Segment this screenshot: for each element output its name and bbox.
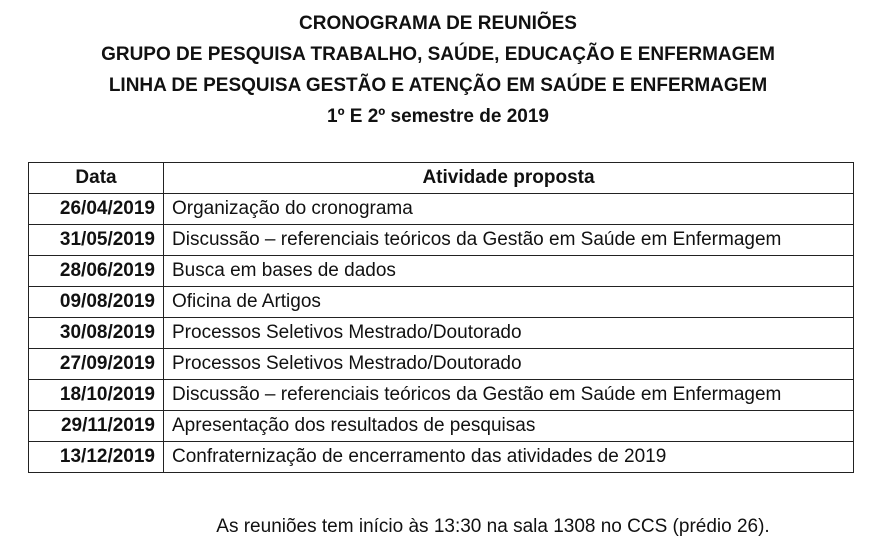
table-row xyxy=(29,225,854,256)
table-header-row xyxy=(29,163,854,194)
row-date: 26/04/2019 xyxy=(29,194,164,225)
row-date: 09/08/2019 xyxy=(29,287,164,318)
column-header-date: Data xyxy=(29,163,164,194)
column-header-activity: Atividade proposta xyxy=(164,163,854,194)
table-row xyxy=(29,194,854,225)
row-activity: Discussão – referenciais teóricos da Gestão em Saúde em Enfermagem xyxy=(164,225,854,256)
row-date: 27/09/2019 xyxy=(29,349,164,380)
table-row xyxy=(29,287,854,318)
row-date: 29/11/2019 xyxy=(29,411,164,442)
document-title: CRONOGRAMA DE REUNIÕES xyxy=(299,13,577,34)
table-row xyxy=(29,349,854,380)
table-row xyxy=(29,442,854,473)
row-date: 31/05/2019 xyxy=(29,225,164,256)
meeting-schedule-table xyxy=(28,162,854,473)
document-header xyxy=(0,8,876,132)
table-row xyxy=(29,318,854,349)
row-date: 28/06/2019 xyxy=(29,256,164,287)
semester-label: 1º E 2º semestre de 2019 xyxy=(327,106,549,127)
row-activity: Oficina de Artigos xyxy=(164,287,854,318)
research-group-name: GRUPO DE PESQUISA TRABALHO, SAÚDE, EDUCAÇÃO E ENFERMAGEM xyxy=(101,44,775,65)
row-date: 13/12/2019 xyxy=(29,442,164,473)
row-activity: Confraternização de encerramento das atividades de 2019 xyxy=(164,442,854,473)
row-date: 30/08/2019 xyxy=(29,318,164,349)
row-activity: Organização do cronograma xyxy=(164,194,854,225)
table-row xyxy=(29,411,854,442)
row-activity: Busca em bases de dados xyxy=(164,256,854,287)
meeting-info-note: As reuniões tem início às 13:30 na sala 1308 no CCS (prédio 26). xyxy=(216,516,770,537)
row-activity: Processos Seletivos Mestrado/Doutorado xyxy=(164,318,854,349)
row-date: 18/10/2019 xyxy=(29,380,164,411)
row-activity: Processos Seletivos Mestrado/Doutorado xyxy=(164,349,854,380)
research-line-name: LINHA DE PESQUISA GESTÃO E ATENÇÃO EM SAÚDE E ENFERMAGEM xyxy=(108,75,768,96)
table-row xyxy=(29,256,854,287)
table-row xyxy=(29,380,854,411)
row-activity: Discussão – referenciais teóricos da Gestão em Saúde em Enfermagem xyxy=(164,380,854,411)
row-activity: Apresentação dos resultados de pesquisas xyxy=(164,411,854,442)
